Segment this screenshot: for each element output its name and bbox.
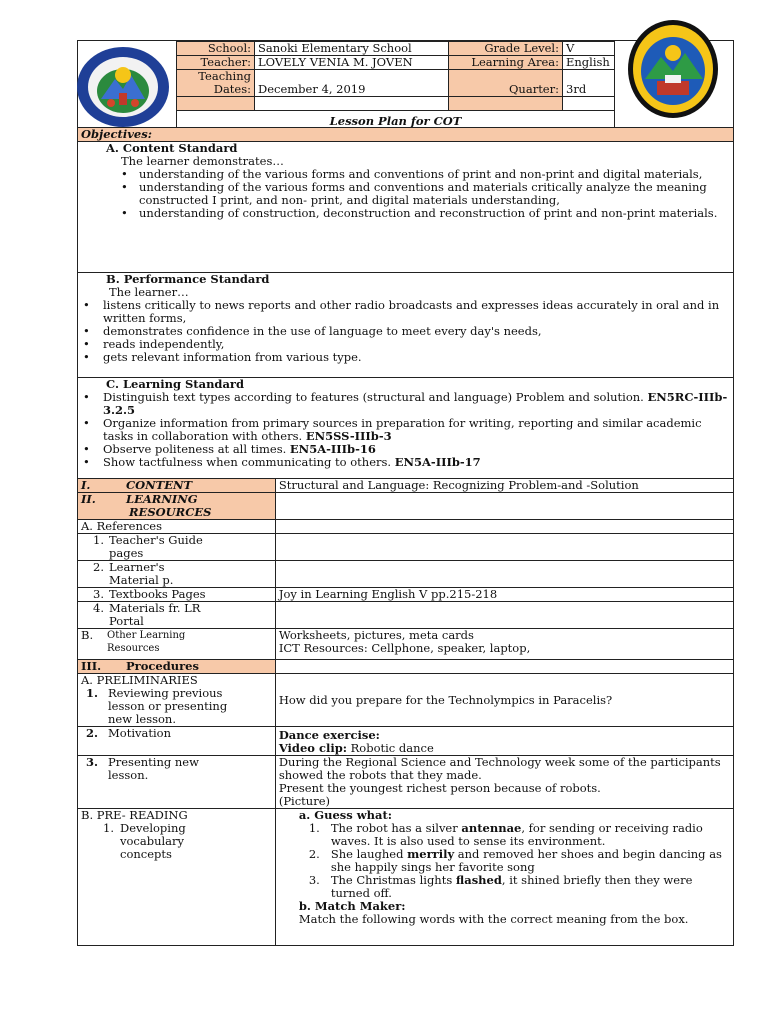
lesson-plan-title: Lesson Plan for COT — [177, 111, 615, 132]
learners-material-cell — [78, 561, 276, 588]
learning-standard-list — [81, 391, 730, 469]
match-maker-value: Match the following words with the correct meaning from the box. — [298, 912, 689, 926]
motivation-num: 2. — [86, 726, 99, 740]
video-label: Video clip: — [278, 741, 347, 755]
teacher-value: LOVELY VENIA M. JOVEN — [255, 56, 449, 70]
performance-standard-item: • demonstrates confidence in the use of language to meet every day's needs, — [81, 325, 730, 338]
guess-what-item: 2. She laughed merrily and removed her shoes and begin dancing as she happily sings her favorite song — [308, 847, 722, 874]
content-standard-intro: The learner demonstrates… — [121, 154, 284, 168]
content-standard-cell — [78, 142, 734, 273]
other-resources-value-2: ICT Resources: Cellphone, speaker, laptop, — [278, 641, 531, 655]
performance-standard-heading: B. Performance Standard — [106, 272, 270, 286]
performance-standard-item: • listens critically to news reports and other radio broadcasts and expresses ideas accurately in oral and in written forms, — [81, 299, 730, 325]
match-maker-label: b. Match Maker: — [298, 899, 406, 913]
vocab-num: 1. — [103, 821, 114, 835]
review-label-2: lesson or presenting — [108, 699, 228, 713]
presenting-value-3: (Picture) — [278, 794, 330, 808]
learning-standard-item: • Distinguish text types according to features (structural and language) Problem and solution. EN5RC-IIIb-3.2.5 — [81, 391, 730, 417]
textbooks-label: Textbooks Pages — [109, 587, 206, 601]
vocab-label-2: vocabulary — [120, 834, 185, 848]
motivation-value — [275, 727, 733, 756]
dates-label-line-1: Teaching — [198, 69, 251, 83]
teachers-guide-num: 1. — [93, 533, 104, 547]
preliminaries-label: A. PRELIMINARIES — [81, 673, 198, 687]
other-resources-letter: B. — [81, 628, 94, 642]
resources-label-2: RESOURCES — [129, 505, 212, 519]
learners-material-num: 2. — [93, 560, 104, 574]
video-value: Robotic dance — [346, 741, 434, 755]
presenting-cell — [78, 756, 276, 809]
textbooks-value: Joy in Learning English V pp.215-218 — [275, 588, 733, 602]
presenting-value-2: Present the youngest richest person because of robots. — [278, 781, 601, 795]
guess-what-list — [279, 822, 730, 900]
resources-num: II. — [81, 492, 96, 506]
teachers-guide-label-1: Teacher's Guide — [109, 533, 203, 547]
learning-standard-item: • Show tactfulness when communicating to others. EN5A-IIIb-17 — [81, 456, 730, 469]
other-resources-label-2: Resources — [107, 643, 160, 654]
guess-what-item: 3. The Christmas lights flashed, it shined briefly then they were turned off. — [308, 873, 693, 900]
presenting-label-2: lesson. — [108, 768, 149, 782]
review-num: 1. — [86, 686, 99, 700]
learners-material-label-2: Material p. — [109, 573, 174, 587]
teachers-guide-value-empty — [275, 534, 733, 561]
learning-standard-heading: C. Learning Standard — [106, 377, 245, 391]
references-label: A. References — [78, 520, 276, 534]
prereading-cell — [78, 809, 276, 946]
teacher-label: Teacher: — [177, 56, 255, 70]
content-standard-list — [81, 168, 730, 220]
header-spacer-3 — [449, 97, 563, 111]
grade-value: V — [563, 42, 615, 56]
content-num: I. — [81, 478, 91, 492]
learners-material-value-empty — [275, 561, 733, 588]
header-spacer-1 — [177, 97, 255, 111]
deped-seal-logo — [75, 45, 171, 129]
textbooks-num: 3. — [93, 587, 104, 601]
lr-portal-label-1: Materials fr. LR — [109, 601, 201, 615]
other-resources-value — [275, 629, 733, 660]
procedures-label-cell — [78, 660, 276, 674]
dance-label: Dance exercise: — [278, 728, 380, 742]
procedures-value-empty — [275, 660, 733, 674]
content-standard-heading: A. Content Standard — [106, 141, 238, 155]
grade-label: Grade Level: — [449, 42, 563, 56]
vocab-label-1: Developing — [120, 821, 186, 835]
preliminaries-cell — [78, 674, 276, 727]
prereading-label: B. PRE- READING — [81, 808, 188, 822]
header-block — [77, 40, 734, 128]
procedures-label: Procedures — [126, 659, 199, 673]
review-label-1: Reviewing previous — [108, 686, 223, 700]
content-value: Structural and Language: Recognizing Problem-and -Solution — [275, 479, 733, 493]
district-seal-logo — [627, 19, 719, 119]
textbooks-cell — [78, 588, 276, 602]
review-value: How did you prepare for the Technolympics in Paracelis? — [275, 674, 733, 727]
resources-value-empty — [275, 493, 733, 520]
motivation-label: Motivation — [108, 726, 171, 740]
performance-standard-item: • reads independently, — [81, 338, 730, 351]
school-value: Sanoki Elementary School — [255, 42, 449, 56]
header-spacer-2 — [255, 97, 449, 111]
content-label-cell — [78, 479, 276, 493]
content-standard-item: • understanding of construction, deconstruction and reconstruction of print and non-print materials. — [109, 207, 730, 220]
other-resources-label-1: Other Learning — [107, 630, 186, 641]
prereading-value — [275, 809, 733, 946]
presenting-value-1: During the Regional Science and Technology week some of the participants showed the robots that they made. — [278, 755, 721, 782]
other-resources-cell — [78, 629, 276, 660]
quarter-value: 3rd — [563, 70, 615, 97]
lr-portal-cell — [78, 602, 276, 629]
learners-material-label-1: Learner's — [109, 560, 165, 574]
objectives-heading: Objectives: — [78, 128, 734, 142]
guess-what-label: a. Guess what: — [298, 808, 393, 822]
presenting-label-1: Presenting new — [108, 755, 199, 769]
video-line — [279, 742, 730, 755]
competency-code: EN5RC-IIIb-3.2.5 — [103, 390, 728, 417]
learning-standard-item: • Observe politeness at all times. EN5A-IIIb-16 — [81, 443, 730, 456]
area-value: English — [563, 56, 615, 70]
competency-code: EN5A-IIIb-17 — [394, 455, 481, 469]
performance-standard-list — [81, 299, 730, 364]
lr-portal-label-2: Portal — [109, 614, 144, 628]
lr-portal-num: 4. — [93, 601, 104, 615]
resources-label-cell — [78, 493, 276, 520]
references-value-empty — [275, 520, 733, 534]
presenting-value — [275, 756, 733, 809]
procedures-num: III. — [81, 659, 102, 673]
content-standard-item: • understanding of the various forms and conventions and materials critically analyze the meaning constructed I print, and non- print, and digital materials understanding, — [109, 181, 730, 207]
resources-label-1: LEARNING — [126, 492, 198, 506]
performance-standard-intro: The learner… — [109, 285, 189, 299]
area-label: Learning Area: — [449, 56, 563, 70]
quarter-label: Quarter: — [449, 70, 563, 97]
dates-label-line-2: Dates: — [213, 82, 251, 96]
dates-value: December 4, 2019 — [255, 70, 449, 97]
review-label-3: new lesson. — [108, 712, 176, 726]
content-label: CONTENT — [126, 478, 193, 492]
teachers-guide-cell — [78, 534, 276, 561]
content-standard-item: • understanding of the various forms and conventions of print and non-print and digital materials, — [109, 168, 730, 181]
vocab-label-3: concepts — [120, 847, 172, 861]
school-label: School: — [177, 42, 255, 56]
competency-code: EN5A-IIIb-16 — [289, 442, 376, 456]
dates-label — [177, 70, 255, 97]
guess-what-item: 1. The robot has a silver antennae, for sending or receiving radio waves. It is also used to sense its environment. — [308, 821, 703, 848]
lr-portal-value-empty — [275, 602, 733, 629]
motivation-cell — [78, 727, 276, 756]
learning-standard-cell — [78, 378, 734, 479]
presenting-num: 3. — [86, 755, 99, 769]
other-resources-value-1: Worksheets, pictures, meta cards — [278, 628, 474, 642]
competency-code: EN5SS-IIIb-3 — [305, 429, 392, 443]
lesson-plan-body — [77, 127, 734, 946]
performance-standard-item: • gets relevant information from various type. — [81, 351, 730, 364]
learning-standard-item: • Organize information from primary sources in preparation for writing, reporting and similar academic tasks in collaboration with others. EN5SS-IIIb-3 — [81, 417, 730, 443]
performance-standard-cell — [78, 273, 734, 378]
header-spacer-4 — [563, 97, 615, 111]
teachers-guide-label-2: pages — [109, 546, 144, 560]
header-info-table — [176, 41, 615, 132]
